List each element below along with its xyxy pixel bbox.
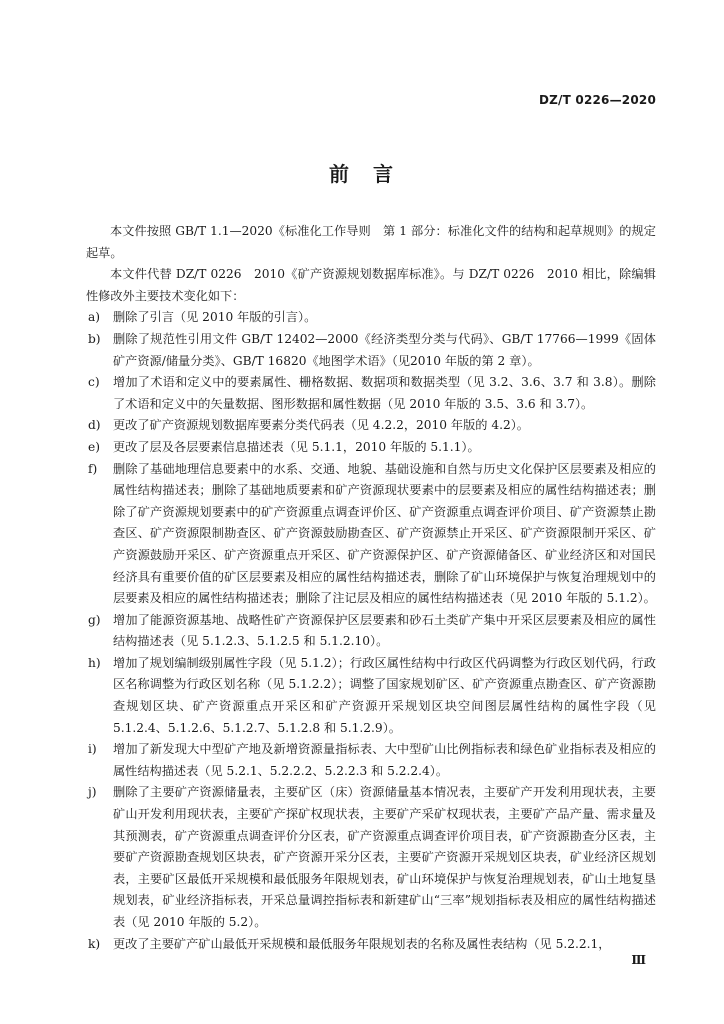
list-item-label: g) [88,612,101,627]
list-item-label: i) [88,742,97,757]
list-item [86,415,656,437]
list-item-label: f) [88,461,98,476]
list-item-label: c) [88,375,100,390]
list-item-label: j) [88,785,97,800]
list-item-text: 删除了基础地理信息要素中的水系、交通、地貌、基础设施和自然与历史文化保护区层要素及相应的属性结构描述表；删除了基础地质要素和矿产资源现状要素中的层要素及相应的属性结构描述表；删除了矿产资源规划要素中的矿产资源重点调查评价区、矿产资源重点调查评价项目、矿产资源禁止勘查区、矿产资源限制勘查区、矿产资源鼓励勘查区、矿产资源禁止开采区、矿产资源限制开采区、矿产资源鼓励开采区、矿产资源重点开采区、矿产资源保护区、矿产资源储备区、矿业经济区和对国民经济具有重要价值的矿区层要素及相应的属性结构描述表，删除了矿山环境保护与恢复治理规划中的层要素及相应的属性结构描述表；删除了注记层及相应的属性结构描述表（见 2010 年版的 5.1.2）。 [113,461,656,606]
list-item [86,782,656,933]
paragraph: 本文件按照 GB/T 1.1—2020《标准化工作导则 第 1 部分：标准化文件的结构和起草规则》的规定起草。 [86,224,656,260]
page-title: 前 言 [329,162,395,186]
list-item-label: a) [88,310,101,325]
list-item [86,739,656,782]
list-item-text: 增加了术语和定义中的要素属性、栅格数据、数据项和数据类型（见 3.2、3.6、3.7 和 3.8）。删除了术语和定义中的矢量数据、图形数据和属性数据（见 2010 年版的 3.5、3.6 和 3.7）。 [113,375,656,411]
paragraph: 本文件代替 DZ/T 0226 2010《矿产资源规划数据库标准》。与 DZ/T 0226 2010 相比，除编辑性修改外主要技术变化如下： [86,267,656,303]
list-item-text: 删除了主要矿产资源储量表，主要矿区（床）资源储量基本情况表，主要矿产开发利用现状表，主要矿山开发利用现状表，主要矿产探矿权现状表，主要矿产采矿权现状表，主要矿产品产量、需求量及其预测表，矿产资源重点调查评价分区表，矿产资源重点调查评价项目表，矿产资源勘查分区表，主要矿产资源勘查规划区块表，矿产资源开采分区表，主要矿产资源开采规划区块表，矿业经济区规划表，主要矿区最低开采规模和最低服务年限规划表，矿山环境保护与恢复治理规划表，矿山土地复垦规划表，矿业经济指标表，开采总量调控指标表和新建矿山“三率”规划指标表及相应的属性结构描述表（见 2010 年版的 5.2）。 [113,785,656,929]
list-item-text: 增加了能源资源基地、战略性矿产资源保护区层要素和砂石土类矿产集中开采区层要素及相应的属性结构描述表（见 5.1.2.3、5.1.2.5 和 5.1.2.10）。 [113,612,656,649]
list-item [86,459,656,610]
list-item-label: d) [88,418,101,433]
list-item-text: 增加了新发现大中型矿产地及新增资源量指标表、大中型矿山比例指标表和绿色矿业指标表及相应的属性结构描述表（见 5.2.1、5.2.2.2、5.2.2.3 和 5.2.2.4）。 [113,742,656,778]
list-item [86,934,656,956]
list-item-text: 删除了引言（见 2010 年版的引言）。 [113,310,317,325]
list-item-text: 更改了层及各层要素信息描述表（见 5.1.1，2010 年版的 5.1.1）。 [113,439,480,454]
list-item-text: 更改了主要矿产矿山最低开采规模和最低服务年限规划表的名称及属性表结构（见 5.2.2.1， [113,936,611,951]
list-item-text: 删除了规范性引用文件 GB/T 12402—2000《经济类型分类与代码》、GB/T 17766—1999《固体矿产资源/储量分类》、GB/T 16820《地图学术语》（见2010 年版的第 2 章）。 [113,331,656,368]
body-text [86,221,656,955]
list-item-label: b) [88,331,101,346]
list-item [86,307,656,329]
list-item [86,329,656,372]
list-item-label: k) [88,936,101,951]
list-item-label: e) [88,439,100,454]
page-number: Ⅲ [631,953,646,967]
document-code: DZ/T 0226—2020 [538,93,656,107]
list-item [86,372,656,415]
list-item-label: h) [88,655,101,670]
list-item-text: 更改了矿产资源规划数据库要素分类代码表（见 4.2.2，2010 年版的 4.2）。 [113,418,529,433]
list-item [86,437,656,459]
list-item-text: 增加了规划编制级别属性字段（见 5.1.2）；行政区属性结构中行政区代码调整为行政区划代码，行政区名称调整为行政区划名称（见 5.1.2.2）；调整了国家规划矿区、矿产资源重点勘查区、矿产资源勘查规划区块、矿产资源重点开采区和矿产资源开采规划区块空间图层属性结构的属性字段（见 5.1.2.4、5.1.2.6、5.1.2.7、5.1.2.8 和 5.1.2.9）。 [113,655,656,735]
list-item [86,610,656,653]
list-item [86,653,656,739]
